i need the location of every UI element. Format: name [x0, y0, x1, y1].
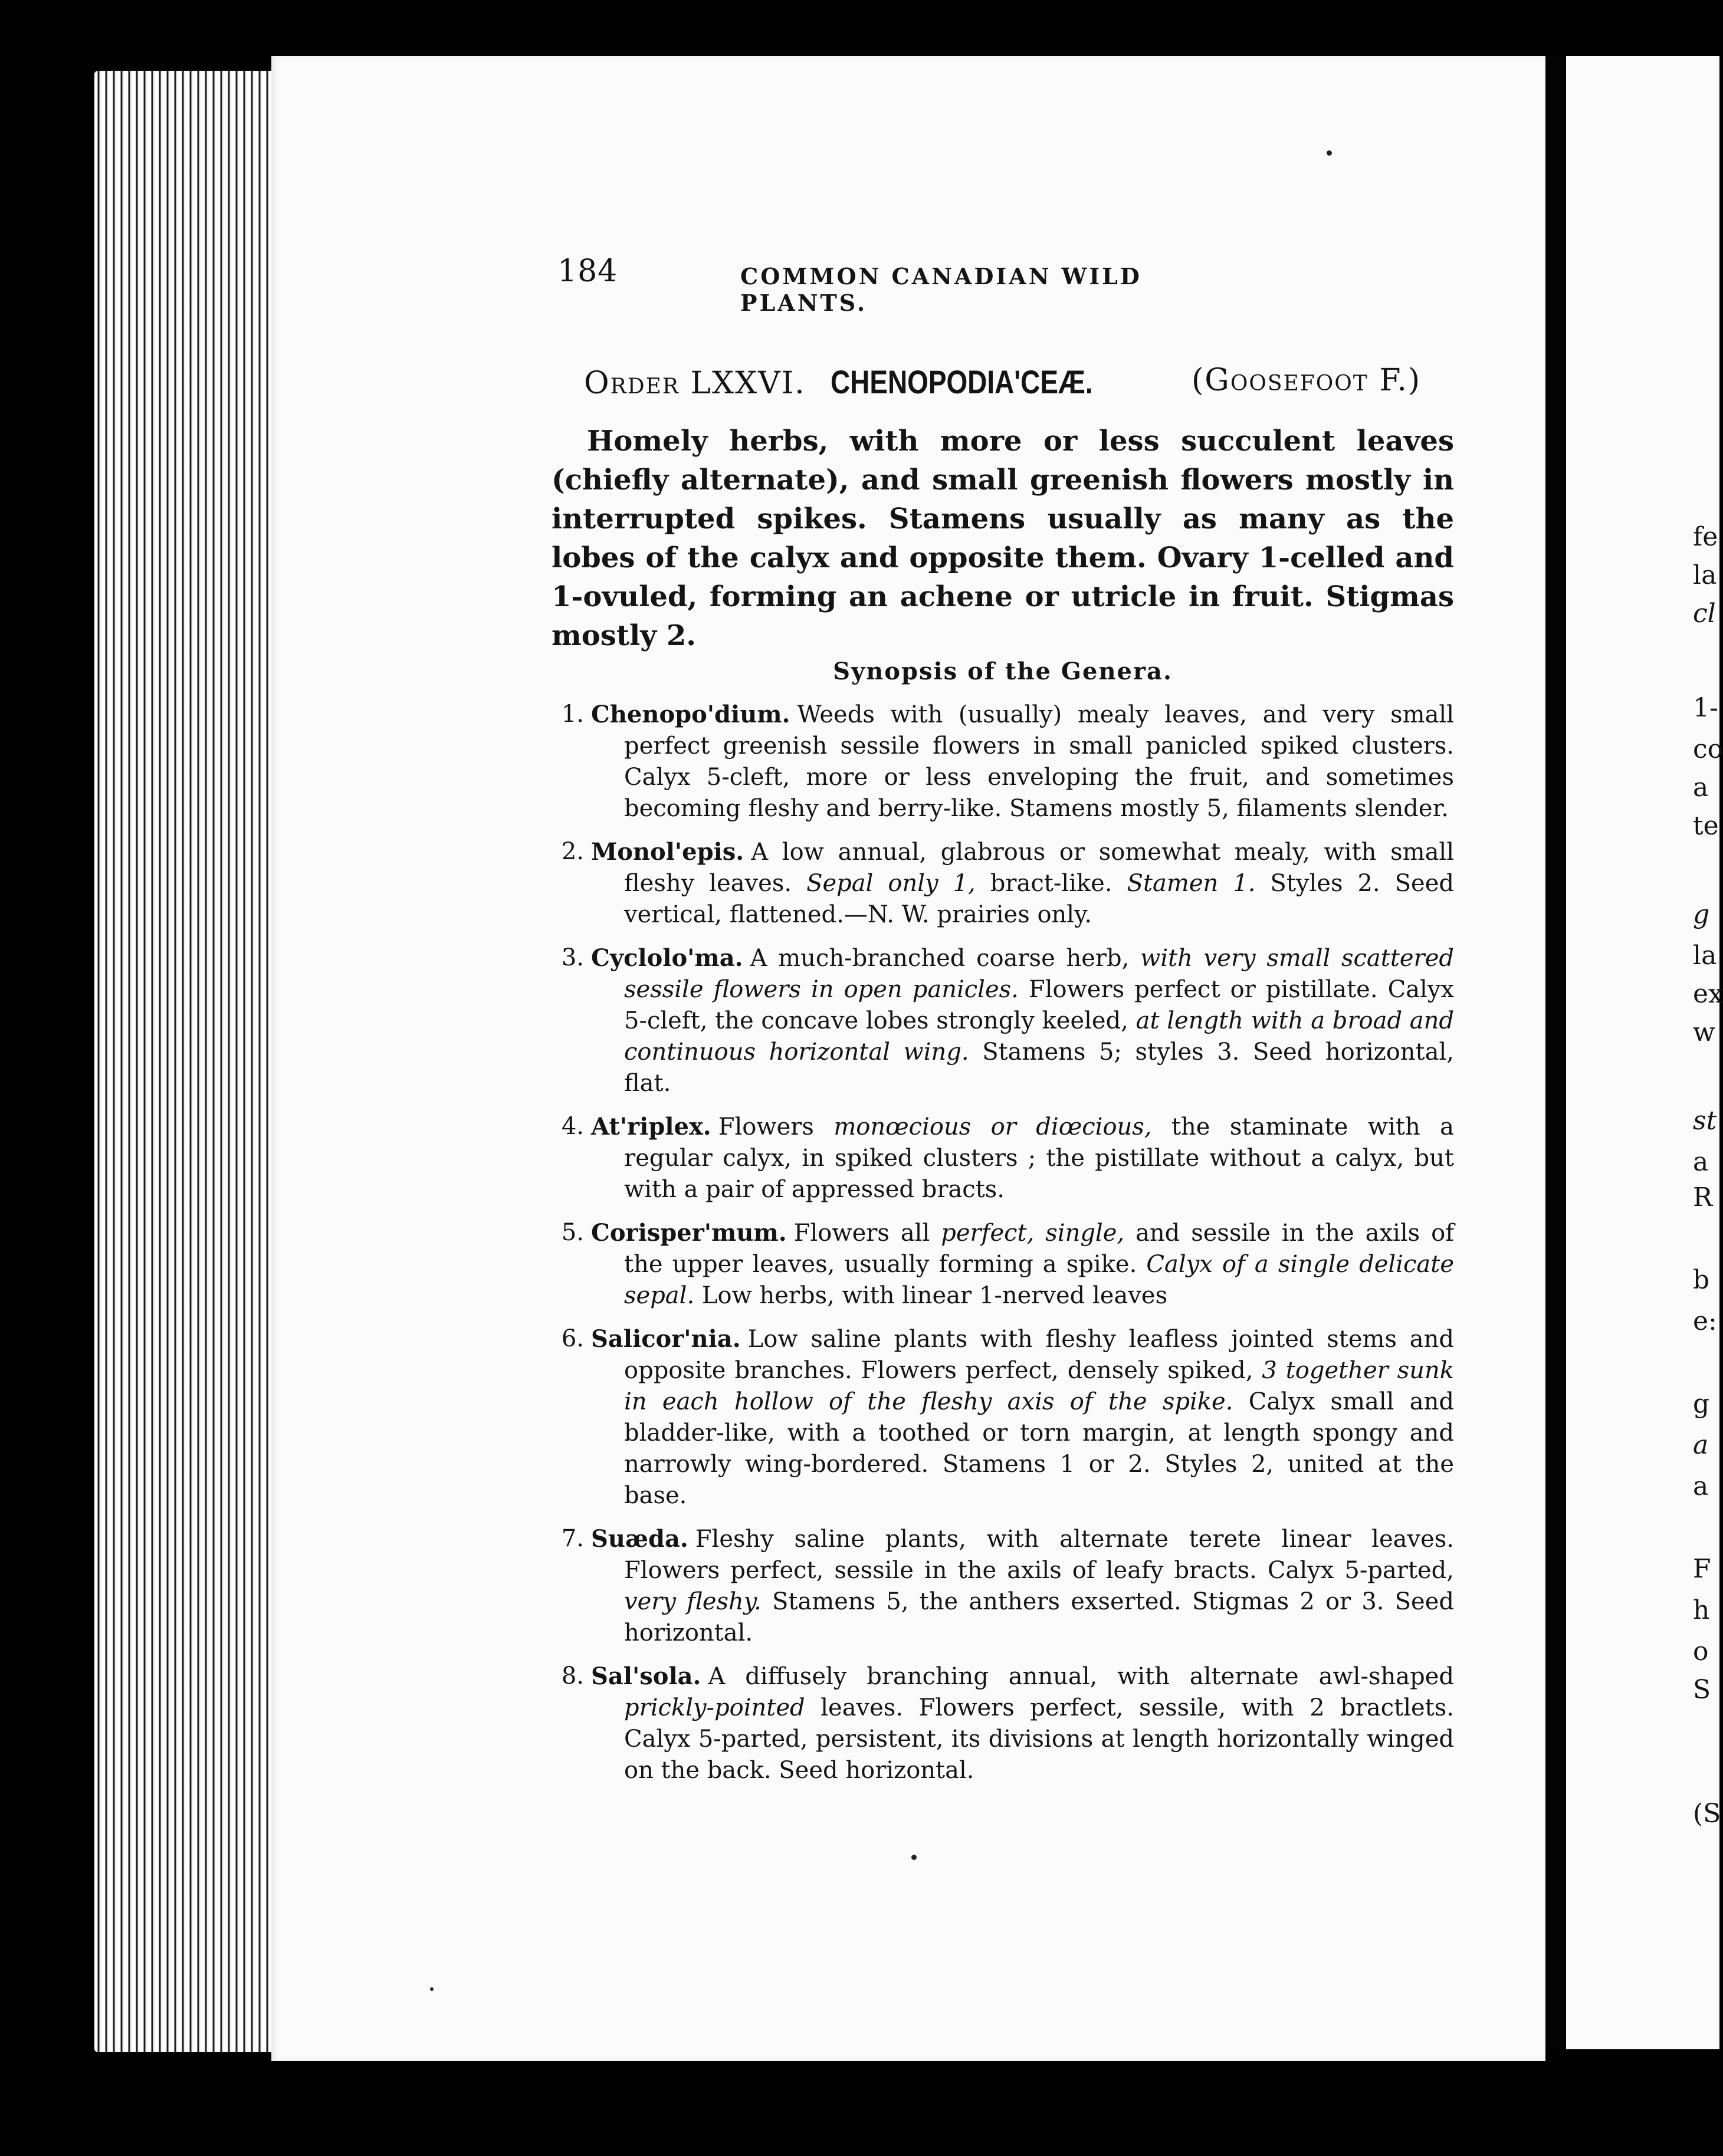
- genus-text: [584, 701, 1454, 822]
- facing-page-fragment: 1-: [1693, 693, 1718, 723]
- page-speck: [911, 1855, 917, 1860]
- genus-desc: Styles 2. Seed vertical, flattened.—N. W. prairies only.: [624, 870, 1454, 928]
- genus-text: [584, 945, 1454, 1097]
- genus-desc-italic: monœcious or diœcious,: [833, 1113, 1152, 1141]
- facing-page-fragment: w: [1693, 1017, 1715, 1047]
- genus-desc: A diffusely branching annual, with alternate awl-shaped: [708, 1663, 1454, 1690]
- genus-number: 2.: [561, 838, 584, 865]
- genus-name: Salicor'nia.: [591, 1325, 741, 1353]
- genus-name: Sal'sola.: [591, 1662, 701, 1690]
- facing-page-fragment: R: [1693, 1182, 1713, 1212]
- genus-desc-italic: Calyx of a single delicate sepal.: [624, 1251, 1454, 1309]
- genus-entry: [549, 836, 1454, 931]
- genus-desc: Flowers: [718, 1113, 834, 1141]
- facing-page-fragment: g: [1693, 1389, 1710, 1419]
- facing-page: [1566, 56, 1723, 2049]
- intro-text: Homely herbs, with more or less succulent leaves (chiefly alternate), and small greenish flowers mostly in interrupted spikes. Stamens usually as many as the lobes of the calyx and opposite them. Ovary 1-celled and 1-ovuled, forming an achene or utricle in fruit. Stigmas mostly 2.: [552, 425, 1454, 652]
- facing-page-fragment: st: [1693, 1106, 1717, 1136]
- page-number: 184: [557, 254, 618, 289]
- facing-page-fragment: a: [1693, 773, 1709, 803]
- genus-name: Chenopo'dium.: [591, 701, 790, 728]
- genus-text: [584, 1663, 1454, 1784]
- facing-page-fragment: a: [1693, 1147, 1709, 1177]
- genus-desc: A much-branched coarse herb,: [750, 945, 1141, 972]
- genus-desc: Stamens 5; styles 3. Seed horizontal, flat.: [624, 1038, 1454, 1097]
- genus-name: Cyclolo'ma.: [591, 944, 743, 972]
- genus-desc-italic: perfect, single,: [941, 1220, 1125, 1247]
- facing-page-fragment: fe: [1693, 522, 1718, 552]
- facing-page-fragment: b: [1693, 1265, 1710, 1295]
- facing-page-fragment: ex: [1693, 979, 1723, 1009]
- genus-text: [584, 1326, 1454, 1509]
- facing-page-fragment: e:: [1693, 1306, 1717, 1336]
- genus-text: [584, 1220, 1454, 1309]
- facing-page-fragment: S: [1693, 1675, 1711, 1705]
- genus-number: 3.: [561, 944, 584, 971]
- genus-entry: [549, 1217, 1454, 1312]
- genus-text: [584, 1526, 1454, 1646]
- page-header: [557, 254, 1265, 316]
- genus-desc-italic: very fleshy.: [624, 1588, 762, 1615]
- genus-desc: bract-like.: [975, 870, 1127, 897]
- genus-desc-italic: Sepal only 1,: [806, 870, 976, 897]
- genus-entry: [549, 699, 1454, 824]
- genus-desc: Calyx small and bladder-like, with a toothed or torn margin, at length spongy and narrowly wing-bordered. Stamens 1 or 2. Styles 2, united at the base.: [624, 1388, 1454, 1509]
- genus-desc: and sessile in the axils of the upper leaves, usually forming a spike.: [624, 1220, 1455, 1278]
- genus-number: 6.: [561, 1325, 584, 1352]
- genus-entry: [549, 942, 1454, 1099]
- facing-page-fragment: la: [1693, 941, 1717, 971]
- genus-desc-italic: with very small scattered sessile flowers in open panicles.: [624, 945, 1454, 1003]
- genus-desc-italic: prickly-pointed: [624, 1694, 805, 1721]
- genus-number: 4.: [561, 1113, 584, 1140]
- genus-entry: [549, 1523, 1454, 1649]
- genus-name: Suæda.: [591, 1525, 688, 1553]
- book-gutter: [1545, 56, 1566, 2049]
- genus-desc: Flowers all: [793, 1220, 941, 1247]
- facing-page-fragment: cl: [1693, 599, 1716, 629]
- genus-desc: Stamens 5, the anthers exserted. Stigmas 2 or 3. Seed horizontal.: [624, 1588, 1455, 1646]
- facing-page-fragment: g: [1693, 899, 1710, 929]
- genus-desc-italic: Stamen 1.: [1127, 870, 1256, 897]
- genus-desc: Flowers perfect or pistillate. Calyx 5-cleft, the concave lobes strongly keeled,: [624, 976, 1455, 1034]
- genus-name: Monol'epis.: [591, 838, 744, 866]
- facing-page-fragment: o: [1693, 1636, 1709, 1667]
- genus-number: 5.: [561, 1219, 584, 1246]
- facing-page-fragment: co: [1693, 734, 1723, 764]
- genus-desc: Weeds with (usually) mealy leaves, and very small perfect greenish sessile flowers in small panicled spiked clusters. Calyx 5-cleft, more or less enveloping the fruit, and sometimes becoming fleshy and berry-like. Stamens mostly 5, filaments slender.: [624, 701, 1454, 822]
- genera-list: [549, 699, 1454, 1798]
- genus-desc: A low annual, glabrous or somewhat mealy, with small fleshy leaves.: [624, 839, 1454, 897]
- genus-entry: [549, 1661, 1454, 1786]
- facing-page-fragment: a: [1693, 1471, 1709, 1501]
- running-head: COMMON CANADIAN WILD PLANTS.: [740, 263, 1142, 316]
- facing-page-fragment: te: [1693, 811, 1719, 841]
- genus-desc: leaves. Flowers perfect, sessile, with 2 bractlets. Calyx 5-parted, persistent, its divisions at length horizontally winged on the back. Seed horizontal.: [624, 1694, 1454, 1784]
- genus-desc-italic: 3 together sunk in each hollow of the fleshy axis of the spike.: [624, 1357, 1454, 1415]
- genus-text: [584, 1113, 1454, 1203]
- page-speck: [430, 1987, 434, 1991]
- genus-number: 1.: [561, 701, 584, 728]
- facing-page-fragment: (S: [1693, 1799, 1721, 1829]
- family-name: CHENOPODIA'CEÆ.: [831, 363, 1093, 400]
- genus-desc: Low herbs, with linear 1-nerved leaves: [694, 1282, 1168, 1309]
- genus-entry: [549, 1111, 1454, 1205]
- synopsis-title: Synopsis of the Genera.: [833, 658, 1173, 685]
- genus-desc: Fleshy saline plants, with alternate terete linear leaves. Flowers perfect, sessile in the axils of leafy bracts. Calyx 5-parted,: [624, 1526, 1454, 1584]
- genus-text: [584, 839, 1454, 928]
- page-speck: [1327, 150, 1332, 156]
- genus-desc-italic: at length with a broad and continuous horizontal wing.: [624, 1007, 1454, 1066]
- facing-page-fragment: F: [1693, 1554, 1711, 1584]
- facing-page-fragment: h: [1693, 1595, 1710, 1625]
- order-heading: [584, 363, 1427, 401]
- genus-number: 7.: [561, 1525, 584, 1552]
- genus-desc: the staminate with a regular calyx, in spiked clusters ; the pistillate without a calyx, but with a pair of appressed bracts.: [624, 1113, 1454, 1203]
- genus-entry: [549, 1323, 1454, 1511]
- common-name: (Goosefoot F.): [1192, 363, 1422, 398]
- facing-page-fragment: la: [1693, 560, 1717, 590]
- intro-paragraph: [552, 422, 1454, 655]
- genus-desc: Low saline plants with fleshy leafless jointed stems and opposite branches. Flowers perfect, densely spiked,: [624, 1326, 1454, 1384]
- genus-name: Corisper'mum.: [591, 1219, 787, 1247]
- genus-name: At'riplex.: [591, 1113, 711, 1141]
- order-label: Order LXXVI.: [584, 366, 806, 401]
- genus-number: 8.: [561, 1662, 584, 1690]
- book-page-edges: [94, 71, 283, 2052]
- facing-page-fragment: a: [1693, 1430, 1709, 1460]
